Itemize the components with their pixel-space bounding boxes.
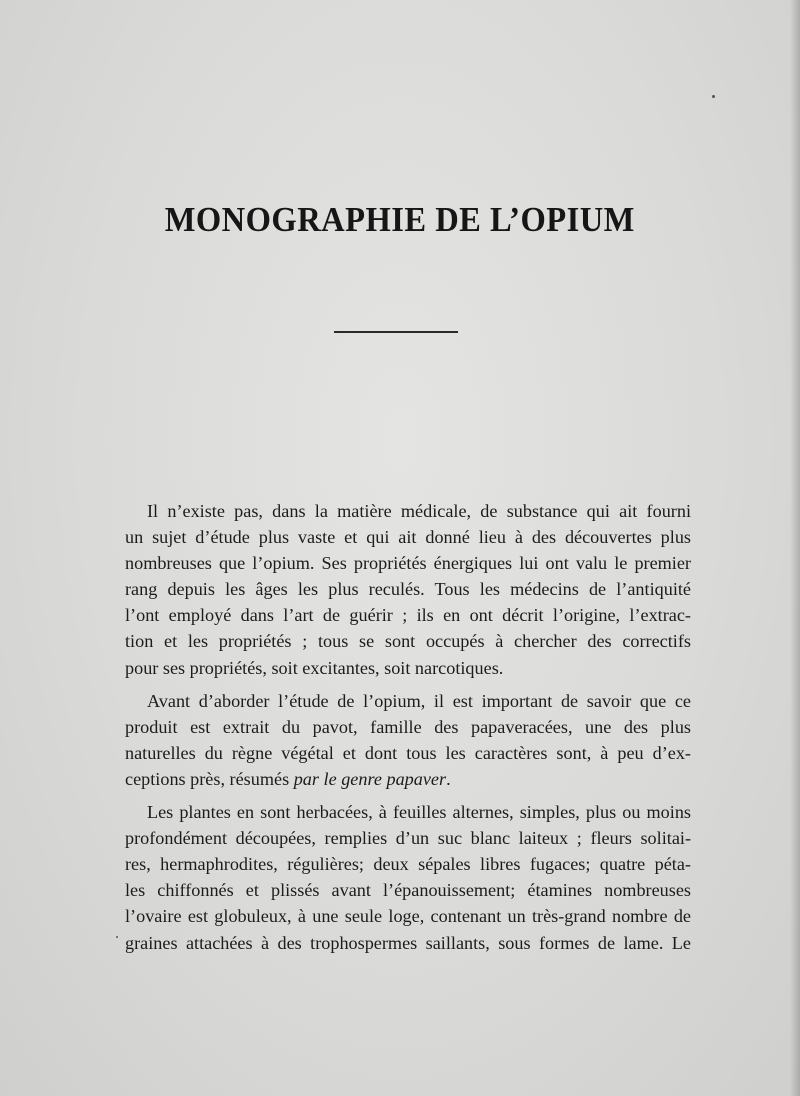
text-line: pour ses propriétés, soit excitantes, soit narcotiques. [125,657,504,678]
text-line: nombreuses que l’opium. Ses propriétés énergiques lui ont valu le premier [125,553,691,574]
text-run: . [446,768,451,789]
page-edge-shadow [790,0,800,1096]
text-line: un sujet d’étude plus vaste et qui ait donné lieu à des découvertes plus [125,527,691,548]
text-line: l’ont employé dans l’art de guérir ; ils en ont décrit l’origine, l’extrac- [125,605,691,626]
text-line: profondément découpées, remplies d’un suc blanc laiteux ; fleurs solitai- [125,828,691,849]
text-line: Il n’existe pas, dans la matière médicale, de substance qui ait fourni [147,501,691,521]
paragraph-1 [125,498,691,681]
paper-speck [116,936,118,938]
text-line: rang depuis les âges les plus reculés. Tous les médecins de l’antiquité [125,579,691,600]
text-line: produit est extrait du pavot, famille des papaveracées, une des plus [125,716,691,737]
text-line: tion et les propriétés ; tous se sont occupés à chercher des correctifs [125,631,691,652]
paper-speck [712,95,715,98]
text-line: graines attachées à des trophospermes saillants, sous formes de lame. Le [125,932,691,953]
italic-text-run: par le genre papaver [293,768,447,789]
text-line: les chiffonnés et plissés avant l’épanouissement; étamines nombreuses [125,880,691,901]
text-line [125,766,691,792]
text-line: Avant d’aborder l’étude de l’opium, il est important de savoir que ce [147,690,691,711]
body-text [125,498,691,963]
title-underline-rule [334,331,458,333]
text-run: ceptions près, résumés [125,768,294,789]
text-line: naturelles du règne végétal et dont tous les caractères sont, à peu d’ex- [125,742,691,763]
paragraph-2 [125,688,691,792]
text-line: l’ovaire est globuleux, à une seule loge, contenant un très-grand nombre de [125,906,691,927]
page-title: MONOGRAPHIE DE L’OPIUM [164,200,635,239]
text-line: res, hermaphrodites, régulières; deux sépales libres fugaces; quatre péta- [125,854,691,875]
paragraph-3 [125,799,691,956]
text-line: Les plantes en sont herbacées, à feuilles alternes, simples, plus ou moins [147,802,691,823]
